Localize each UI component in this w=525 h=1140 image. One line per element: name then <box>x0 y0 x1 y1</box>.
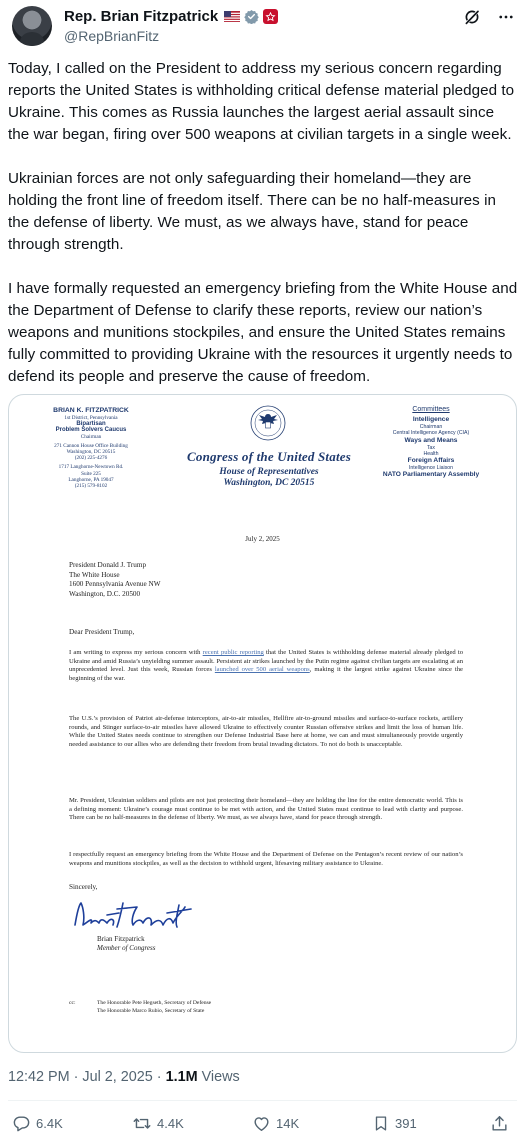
repost-icon <box>132 1114 152 1133</box>
author-name[interactable]: Rep. Brian Fitzpatrick <box>64 8 219 25</box>
us-flag-icon <box>224 11 240 22</box>
bookmark-count: 391 <box>395 1116 417 1131</box>
letterhead-left <box>31 407 151 489</box>
congress-title: Congress of the United States <box>187 449 351 464</box>
letter-document <box>9 395 516 1052</box>
like-button[interactable] <box>252 1114 299 1133</box>
letter-paragraph: I respectfully request an emergency briefing from the White House and the Department of Defense on the Pentagon’s recent review of our nation’s weapons and munitions stockpiles, as well as the decision to withhold urgent, lifesaving military assistance to Ukraine. <box>69 851 463 867</box>
signer-title: Member of Congress <box>97 944 156 952</box>
letterhead-name: BRIAN K. FITZPATRICK <box>53 407 129 414</box>
letter-text: I am writing to express my serious concern with <box>69 649 203 656</box>
committee-role: Chairman <box>419 424 443 431</box>
office-address: 1717 Langhorne-Newtown Rd. <box>58 464 124 471</box>
address-line: President Donald J. Trump <box>69 561 147 569</box>
house-seal-icon <box>250 405 286 441</box>
letter-link: recent public reporting <box>202 649 264 656</box>
party-badge-icon <box>263 9 278 24</box>
committees-heading: Committees <box>412 406 450 413</box>
repost-count: 4.4K <box>157 1116 184 1131</box>
bookmark-button[interactable] <box>372 1114 417 1133</box>
tweet-paragraph: Ukrainian forces are not only safeguarding their homeland—they are holding the front line of freedom itself. There can be no half-measures in the defense of liberty. We must, as we always have, stand for peace through strength. <box>8 170 497 253</box>
cc-label: cc: <box>69 1000 76 1006</box>
committee-name: Foreign Affairs <box>407 457 455 465</box>
tweet-timestamp[interactable]: 12:42 PM · Jul 2, 2025 · <box>8 1069 166 1085</box>
like-icon <box>252 1114 271 1133</box>
office-phone: (202) 225-4276 <box>74 455 108 462</box>
office-address: Langhorne, PA 19047 <box>68 476 114 483</box>
office-address: Washington, DC 20515 <box>66 449 116 456</box>
committee-role: Tax <box>426 444 436 451</box>
avatar[interactable] <box>12 6 52 46</box>
views-label: Views <box>197 1069 240 1085</box>
letterhead-district: 1st District, Pennsylvania <box>64 415 118 421</box>
share-icon <box>490 1114 509 1133</box>
letterhead-caucus: Chairman <box>80 433 102 440</box>
letter-text: that the United States is withholding defense material already pledged to Ukraine and amid Russia’s unyielding summer assault. Persistent air strikes launched by the Putin regime against civilian targets are escalating at an unprecedented level. Just this week, Russian forces <box>69 649 463 674</box>
letterhead-right <box>366 407 496 479</box>
view-count: 1.1M <box>165 1069 198 1085</box>
verified-icon <box>244 9 259 24</box>
author-handle[interactable]: @RepBrianFitz <box>64 28 160 44</box>
committee-role: Health <box>423 450 439 457</box>
letter-paragraph <box>69 649 463 683</box>
author-name-row <box>64 8 278 25</box>
congress-city: Washington, DC 20515 <box>223 478 315 488</box>
tweet-actions <box>12 1114 513 1134</box>
share-button[interactable] <box>490 1114 509 1133</box>
repost-button[interactable] <box>132 1114 184 1133</box>
tweet-paragraph: I have formally requested an emergency briefing from the White House and the Department of Defense to clarify these reports, review our nation’s weapons and munitions stockpiles, and ensure the United States remains fully committed to providing Ukraine with the resources it urgently needs to defend its people and preserve the cause of freedom. <box>8 280 518 385</box>
letter-text: , making it the largest strike against Ukraine since the beginning of the war. <box>69 666 463 682</box>
committee-role: Central Intelligence Agency (CIA) <box>392 430 470 437</box>
office-address: 271 Cannon House Office Building <box>54 442 128 449</box>
reply-icon <box>12 1114 31 1133</box>
letter-image[interactable] <box>8 394 517 1053</box>
committee-name: Intelligence <box>412 416 450 424</box>
recipient-address <box>69 561 161 599</box>
signer-name: Brian Fitzpatrick <box>97 935 145 943</box>
letterhead-caucus: Problem Solvers Caucus <box>55 427 127 434</box>
committee-name: Ways and Means <box>404 436 458 444</box>
congress-house: House of Representatives <box>219 467 319 477</box>
tweet-meta <box>8 1069 240 1085</box>
divider <box>8 1100 517 1101</box>
tweet-text <box>8 58 518 410</box>
header-actions <box>463 8 515 26</box>
tweet-paragraph: Today, I called on the President to address my serious concern regarding reports the United States is withholding critical defense material pledged to Ukraine. This comes as Russia launches the largest aerial assault since the war began, firing over 500 weapons at civilian targets in a single week. <box>8 60 515 143</box>
letterhead-caucus: Bipartisan <box>76 421 106 428</box>
address-line: The White House <box>69 570 120 579</box>
letter-date: July 2, 2025 <box>245 535 280 543</box>
like-count: 14K <box>276 1116 300 1131</box>
reply-button[interactable] <box>12 1114 63 1133</box>
signature-image <box>67 895 207 935</box>
office-address: Suite 225 <box>81 470 101 477</box>
address-line: Washington, D.C. 20500 <box>69 589 141 598</box>
more-icon[interactable] <box>497 8 515 26</box>
cc-recipient: The Honorable Marco Rubio, Secretary of State <box>97 1007 205 1014</box>
letter-paragraph: The U.S.’s provision of Patriot air-defense interceptors, air-to-air missiles, Hellfire air-to-ground missiles and surface-to-surface rockets, artillery rounds, and Stinger surface-to-air missiles have allowed Ukraine to effectively counter Russian offensive strikes and limit the loss of human life. While the United States needs continue to strengthen our Defense Industrial Base here at home, we can and must simultaneously provide urgently needed assistance to our allies who are defending their freedom from brutal invading dictators. To not do both is unacceptable. <box>69 715 463 748</box>
letterhead-congress <box>159 449 379 488</box>
reply-count: 6.4K <box>36 1116 63 1131</box>
tweet-header <box>12 6 515 46</box>
signer-block <box>97 935 155 953</box>
office-phone: (215) 579-8102 <box>74 483 108 490</box>
address-line: 1600 Pennsylvania Avenue NW <box>69 580 161 589</box>
letter-paragraph: Mr. President, Ukrainian soldiers and pilots are not just protecting their homeland—they are holding the line for the entire democratic world. This is a defining moment: Ukraine’s courage must continue to be met with action, and the United States must continue to lead with clarity and purpose. There can be no half-measures in the defense of liberty. We must, as we always have, stand for peace through strength. <box>69 797 463 822</box>
bookmark-icon <box>372 1114 390 1133</box>
letter-link: launched over 500 aerial weapons <box>214 666 310 674</box>
letter-closing: Sincerely, <box>69 883 98 891</box>
committee-name: NATO Parliamentary Assembly <box>382 471 480 479</box>
cc-recipient: The Honorable Pete Hegseth, Secretary of Defense <box>97 1000 212 1006</box>
committee-role: Intelligence Liaison <box>408 465 454 472</box>
letter-salutation: Dear President Trump, <box>69 628 135 636</box>
grok-icon[interactable] <box>463 8 481 26</box>
